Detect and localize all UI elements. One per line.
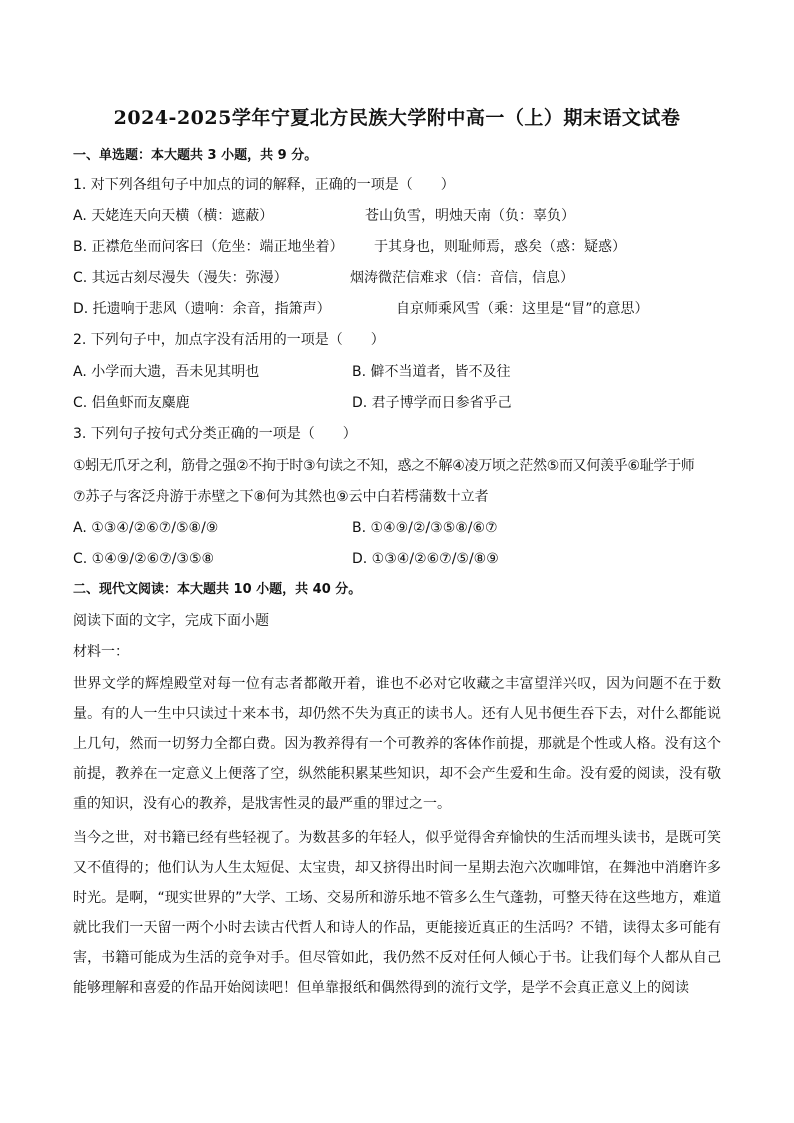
question-1-option-c: C. 其远古刻尽漫失（漫失：弥漫） <box>73 270 288 286</box>
question-3-sentences-line-2: ⑦苏子与客泛舟游于赤壁之下⑧何为其然也⑨云中白若樗蒲数十立者 <box>73 489 489 505</box>
material-paragraph-2: 当今之世，对书籍已经有些轻视了。为数甚多的年轻人，似乎觉得舍弃愉快的生活而埋头读书，是既可笑又不值得的；他们认为人生太短促、太宝贵，却又挤得出时间一星期去泡六次咖啡馆，在舞池中消磨许多时光。是啊，“现实世界的”大学、工场、交易所和游乐地不管多么生气蓬勃，可整天待在这些地方，难道就比我们一天留一两个小时去读古代哲人和诗人的作品，更能接近真正的生活吗？不错，读得太多可能有害，书籍可能成为生活的竞争对手。但尽管如此，我仍然不反对任何人倾心于书。让我们每个人都从自己能够理解和喜爱的作品开始阅读吧！但单靠报纸和偶然得到的流行文学，是学不会真正意义上的阅读 <box>73 830 721 996</box>
question-1-option-a: A. 天姥连天向天横（横：遮蔽） <box>73 208 274 224</box>
question-1-option-a-second: 苍山负雪，明烛天南（负：辜负） <box>365 208 575 224</box>
question-2-option-a: A. 小学而大遗，吾未见其明也 <box>73 364 260 380</box>
question-3-option-b: B. ①④⑨/②/③⑤⑧/⑥⑦ <box>352 520 498 536</box>
section-heading-reading: 二、现代文阅读：本大题共 10 小题，共 40 分。 <box>73 582 362 597</box>
question-1-option-b-second: 于其身也，则耻师焉，惑矣（惑：疑惑） <box>374 239 626 255</box>
question-1-stem: 1. 对下列各组句子中加点的词的解释，正确的一项是（ ） <box>73 177 455 193</box>
reading-instructions: 阅读下面的文字，完成下面小题 <box>73 613 269 629</box>
question-3-stem: 3. 下列句子按句式分类正确的一项是（ ） <box>73 426 357 442</box>
question-2-stem: 2. 下列句子中，加点字没有活用的一项是（ ） <box>73 332 385 348</box>
question-2-option-d: D. 君子博学而日参省乎己 <box>352 395 512 411</box>
question-2-option-b: B. 僻不当道者，皆不及往 <box>352 364 511 380</box>
question-1-option-d-second: 自京师乘风雪（乘：这里是“冒”的意思） <box>396 301 649 317</box>
question-1-option-b: B. 正襟危坐而问客曰（危坐：端正地坐着） <box>73 239 344 255</box>
section-heading-single-choice: 一、单选题：本大题共 3 小题，共 9 分。 <box>73 148 318 163</box>
question-3-option-d: D. ①③④/②⑥⑦/⑤/⑧⑨ <box>352 551 499 567</box>
question-1-option-c-second: 烟涛微茫信难求（信：音信，信息） <box>350 270 574 286</box>
question-3-option-c: C. ①④⑨/②⑥⑦/③⑤⑧ <box>73 551 215 567</box>
question-1-option-d: D. 托遗响于悲风（遗响：余音，指箫声） <box>73 301 331 317</box>
question-3-option-a: A. ①③④/②⑥⑦/⑤⑧/⑨ <box>73 520 219 536</box>
page-title: 2024-2025学年宁夏北方民族大学附中高一（上）期末语文试卷 <box>113 107 681 129</box>
material-label: 材料一： <box>73 644 129 660</box>
question-2-option-c: C. 侣鱼虾而友麋鹿 <box>73 395 190 411</box>
material-paragraph-1: 世界文学的辉煌殿堂对每一位有志者都敞开着，谁也不必对它收藏之丰富望洋兴叹，因为问题不在于数量。有的人一生中只读过十来本书，却仍然不失为真正的读书人。还有人见书便生吞下去，对什么都能说上几句，然而一切努力全都白费。因为教养得有一个可教养的客体作前提，那就是个性或人格。没有这个前提，教养在一定意义上便落了空，纵然能积累某些知识，却不会产生爱和生命。没有爱的阅读，没有敬重的知识，没有心的教养，是戕害性灵的最严重的罪过之一。 <box>73 676 721 812</box>
question-3-sentences-line-1: ①蚓无爪牙之利，筋骨之强②不拘于时③句读之不知，惑之不解④凌万顷之茫然⑤而又何羡乎⑥耻学于师 <box>73 458 695 474</box>
